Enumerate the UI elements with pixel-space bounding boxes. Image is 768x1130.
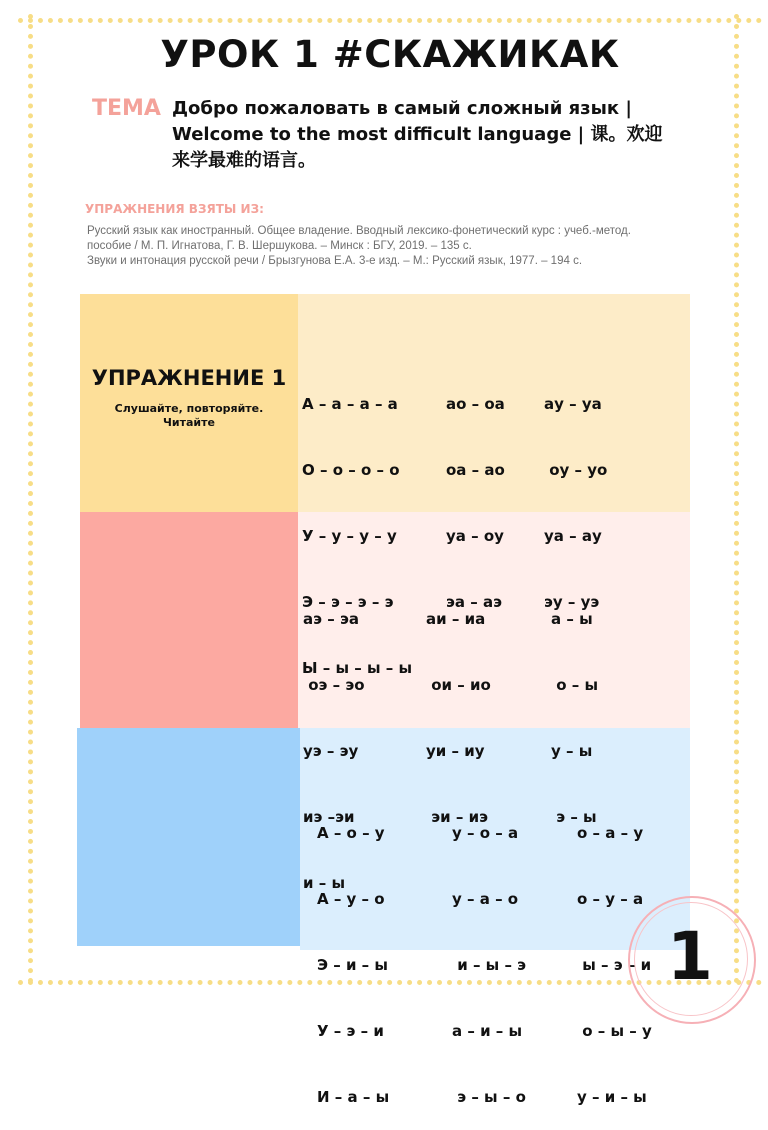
drill-line: уэ – эу xyxy=(303,742,359,760)
drill-line: а – и – ы xyxy=(452,1022,523,1040)
drill-line: э – ы xyxy=(551,808,597,826)
exercise-title: УПРАЖНЕНИЕ 1 xyxy=(91,366,287,390)
drill-line: О – о – о – о xyxy=(302,461,400,479)
drill-line: аи – иа xyxy=(426,610,486,628)
drill-line: Ы – ы – ы – ы xyxy=(302,659,413,677)
drill-line: о – у – а xyxy=(577,890,644,908)
drill-line: эи – иэ xyxy=(426,808,488,826)
section3-col2 xyxy=(452,778,526,1130)
drill-line: у – ы xyxy=(551,742,593,760)
drill-line: оа – ао xyxy=(446,461,505,479)
page-title: УРОК 1 #СКАЖИКАК xyxy=(160,33,620,76)
drill-line: аэ – эа xyxy=(303,610,359,628)
drill-line: Э – и – ы xyxy=(317,956,388,974)
drill-line: и – ы xyxy=(303,874,346,892)
drill-line: иэ –эи xyxy=(303,808,355,826)
drill-line: И – а – ы xyxy=(317,1088,390,1106)
source-item: Русский язык как иностранный. Общее владение. Вводный лексико-фонетический курс : учеб.-метод. пособие / М. П. Игнатова, Г. В. Шершукова. – Минск : БГУ, 2019. – 135 с. xyxy=(87,225,631,252)
exercise-instruction: Слушайте, повторяйте. Читайте xyxy=(114,402,264,429)
drill-line: ао – оа xyxy=(446,395,505,413)
drill-line: и – ы – э xyxy=(452,956,527,974)
drill-line: о – ы xyxy=(551,676,599,694)
drill-line: У – у – у – у xyxy=(302,527,397,545)
drill-line: оу – уо xyxy=(544,461,608,479)
drill-line: у – о – а xyxy=(452,824,519,842)
drill-line: уи – иу xyxy=(426,742,485,760)
drill-line: уа – оу xyxy=(446,527,504,545)
drill-line: о – а – у xyxy=(577,824,644,842)
frame-left-border xyxy=(28,14,33,984)
theme-text: Добро пожаловать в самый сложный язык | Welcome to the most difficult language | 课。欢迎来学最难的语言。 xyxy=(172,98,663,171)
drill-line: ау – уа xyxy=(544,395,602,413)
frame-top-border xyxy=(18,18,762,23)
drill-line: А – а – а – а xyxy=(302,395,398,413)
section3-color-cell xyxy=(77,728,300,946)
drill-line: ы – э – и xyxy=(577,956,652,974)
source-item: Звуки и интонация русской речи / Брызгунова Е.А. 3-е изд. – М.: Русский язык, 1977. – 194 с. xyxy=(87,255,583,267)
sources-label: УПРАЖНЕНИЯ ВЗЯТЫ ИЗ: xyxy=(85,202,264,216)
frame-right-border xyxy=(734,14,739,984)
page-number: 1 xyxy=(667,918,713,995)
drill-line: у – а – о xyxy=(452,890,519,908)
section3-col1 xyxy=(317,778,389,1130)
section2-color-cell xyxy=(80,512,298,728)
drill-line: ои – ио xyxy=(426,676,491,694)
drill-line: А – у – о xyxy=(317,890,385,908)
drill-line: а – ы xyxy=(551,610,593,628)
drill-line: Э – э – э – э xyxy=(302,593,394,611)
drill-line: А – о – у xyxy=(317,824,385,842)
drill-line: оэ – эо xyxy=(303,676,365,694)
sources-list xyxy=(87,224,687,269)
theme-label: ТЕМА xyxy=(92,96,161,121)
drill-line: у – и – ы xyxy=(577,1088,647,1106)
drill-line: э – ы – о xyxy=(452,1088,526,1106)
drill-line: эу – уэ xyxy=(544,593,600,611)
drill-line: уа – ау xyxy=(544,527,602,545)
drill-line: о – ы – у xyxy=(577,1022,652,1040)
drill-line: У – э – и xyxy=(317,1022,384,1040)
drill-line: эа – аэ xyxy=(446,593,502,611)
